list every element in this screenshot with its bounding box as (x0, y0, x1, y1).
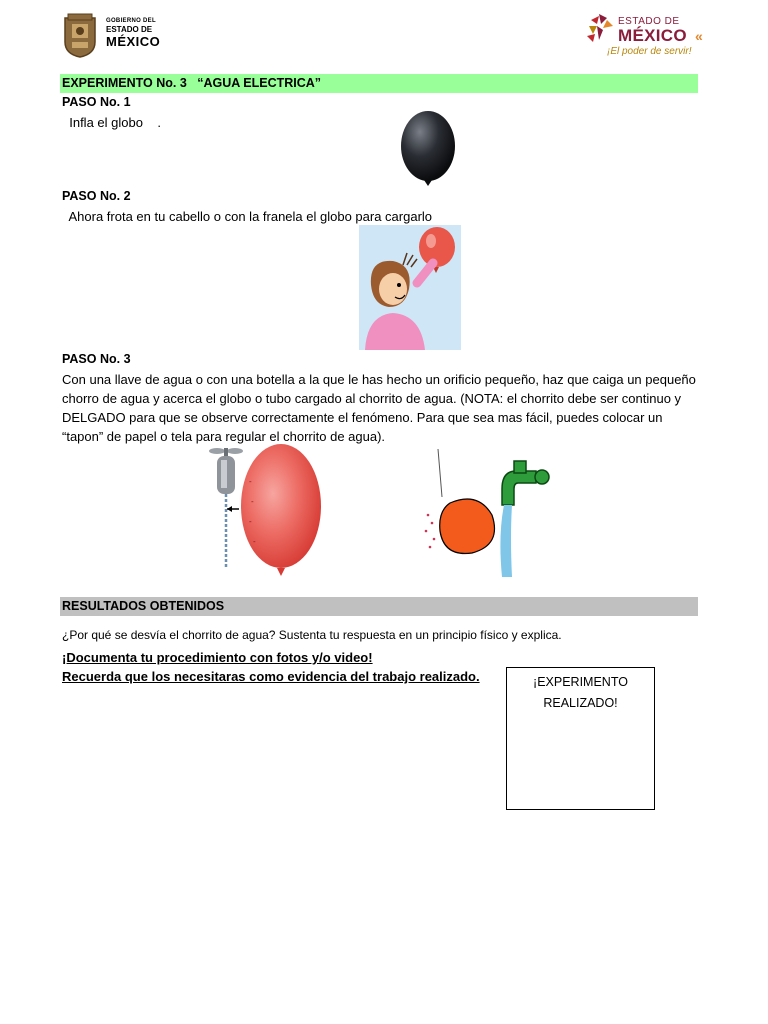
experiment-title-bar (60, 74, 698, 93)
results-question: ¿Por qué se desvía el chorrito de agua? Sustenta tu respuesta en un principio físico y explica. (62, 628, 562, 642)
svg-text:-: - (251, 497, 254, 506)
step2-heading: PASO No. 2 (62, 189, 131, 203)
coat-of-arms-icon (62, 12, 98, 58)
box-line2: REALIZADO! (543, 696, 618, 710)
logo-line2: ESTADO DE (106, 25, 153, 34)
experiment-title: EXPERIMENTO No. 3 “AGUA ELECTRICA” (62, 76, 322, 90)
results-heading: RESULTADOS OBTENIDOS (62, 599, 225, 613)
step1-heading: PASO No. 1 (62, 95, 131, 109)
logo-estado-text: ESTADO DE (618, 16, 680, 27)
svg-text:-: - (249, 517, 252, 526)
evidence-reminder: Recuerda que los necesitaras como evidencia del trabajo realizado. (62, 669, 480, 684)
step2-text: Ahora frota en tu cabello o con la franela el globo para cargarlo (62, 209, 433, 224)
girl-rubbing-balloon-image (359, 225, 461, 350)
results-bar (60, 597, 698, 616)
logo-line1: GOBIERNO DEL (106, 18, 156, 24)
document-instruction: ¡Documenta tu procedimiento con fotos y/o video! (62, 650, 373, 665)
experiment-done-box (506, 667, 655, 810)
logo-line3: MÉXICO (106, 34, 161, 49)
chevron-decoration-icon: « (695, 28, 703, 44)
logo-mexico-text: MÉXICO (618, 26, 687, 45)
faucet-red-balloon-image (205, 444, 325, 580)
step3-text: Con una llave de agua o con una botella a la que le has hecho un orificio pequeño, haz que caiga un pequeño chorro de agua y acerca el globo o tubo cargado al chorrito de agua. (NOTA: el chorrito debe ser continuo y DELGADO para que se observe correctamente el fenómeno. Para que sea mas fácil, puedes colocar un “tapon” de papel o tela para regular el chorrito de agua). (62, 372, 696, 444)
svg-text:-: - (249, 477, 252, 486)
step3-heading: PASO No. 3 (62, 352, 131, 366)
black-balloon-image (398, 110, 460, 190)
box-line1: ¡EXPERIMENTO (533, 675, 628, 689)
step1-text: Infla el globo . (62, 115, 162, 130)
flower-emblem-icon (585, 12, 619, 48)
gobierno-logo (62, 12, 172, 60)
estado-mexico-logo (585, 10, 705, 60)
faucet-orange-balloon-image (420, 445, 555, 577)
logo-tagline: ¡El poder de servir! (607, 46, 692, 57)
svg-text:-: - (253, 537, 256, 546)
